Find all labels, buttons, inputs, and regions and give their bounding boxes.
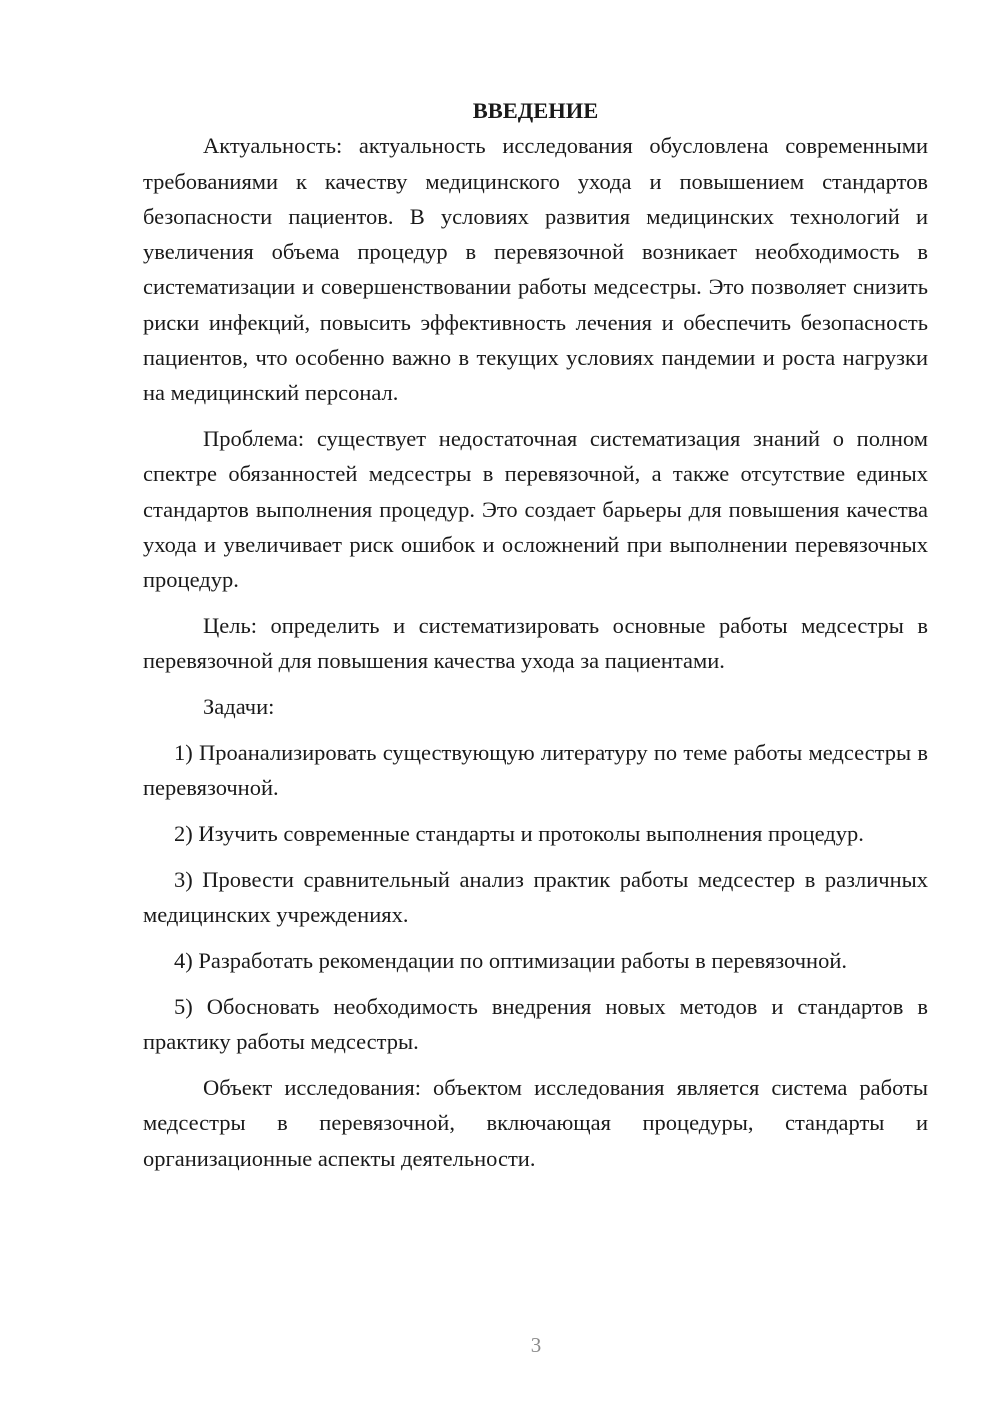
object-paragraph: Объект исследования: объектом исследования является система работы медсестры в перевязочной, включающая процедуры, стандарты и организационные аспекты деятельности. (143, 1074, 928, 1171)
page-number: 3 (530, 1333, 542, 1357)
page-content (143, 93, 928, 1176)
task-item: 3) Провести сравнительный анализ практик работы медсестер в различных медицинских учреждениях. (143, 866, 928, 928)
task-item: 4) Разработать рекомендации по оптимизации работы в перевязочной. (174, 948, 848, 974)
section-heading: ВВЕДЕНИЕ (472, 98, 599, 123)
task-item: 5) Обосновать необходимость внедрения новых методов и стандартов в практику работы медсестры. (143, 993, 928, 1055)
problem-paragraph: Проблема: существует недостаточная систематизация знаний о полном спектре обязанностей медсестры в перевязочной, а также отсутствие единых стандартов выполнения процедур. Это создает барьеры для повышения качества ухода и увеличивает риск ошибок и осложнений при выполнении перевязочных процедур. (143, 426, 928, 593)
task-item: 1) Проанализировать существующую литературу по теме работы медсестры в перевязочной. (143, 740, 928, 801)
task-item: 2) Изучить современные стандарты и протоколы выполнения процедур. (174, 821, 864, 847)
goal-paragraph: Цель: определить и систематизировать основные работы медсестры в перевязочной для повышения качества ухода за пациентами. (143, 613, 928, 674)
tasks-label: Задачи: (203, 694, 275, 720)
relevance-paragraph: Актуальность: актуальность исследования обусловлена современными требованиями к качеству медицинского ухода и повышением стандартов безопасности пациентов. В условиях развития медицинских технологий и увеличения объема процедур в перевязочной возникает необходимость в систематизации и совершенствовании работы медсестры. Это позволяет снизить риски инфекций, повысить эффективность лечения и обеспечить безопасность пациентов, что особенно важно в текущих условиях пандемии и роста нагрузки на медицинский персонал. (143, 133, 928, 406)
